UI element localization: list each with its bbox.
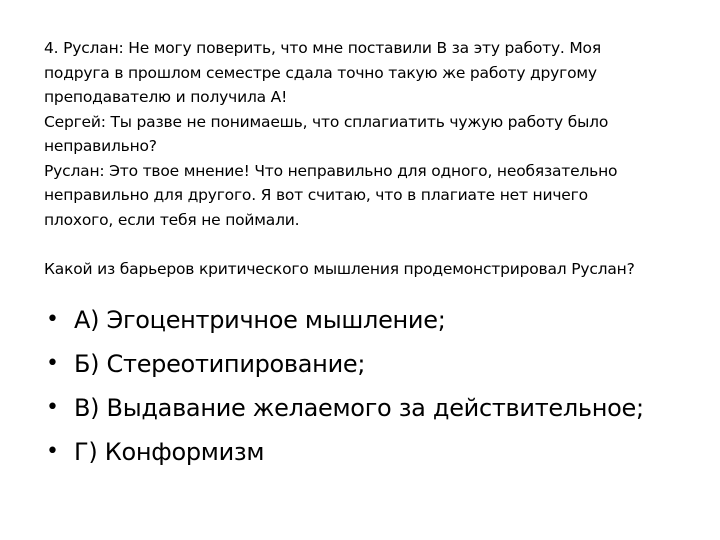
question-line: 4. Руслан: Не могу поверить, что мне поставили В за эту работу. Моя bbox=[44, 39, 601, 57]
answer-option-d bbox=[46, 430, 706, 474]
answer-list bbox=[46, 298, 706, 474]
bullet-icon: • bbox=[46, 351, 59, 376]
answer-text: А) Эгоцентричное мышление; bbox=[74, 306, 446, 334]
answer-text: Б) Стереотипирование; bbox=[74, 350, 366, 378]
bullet-icon: • bbox=[46, 439, 59, 464]
question-prompt: Какой из барьеров критического мышления продемонстрировал Руслан? bbox=[44, 259, 635, 278]
answer-option-a bbox=[46, 298, 706, 342]
bullet-icon: • bbox=[46, 395, 59, 420]
question-line: преподавателю и получила А! bbox=[44, 88, 288, 106]
question-line: неправильно? bbox=[44, 137, 157, 155]
answer-option-c bbox=[46, 386, 706, 430]
bullet-icon: • bbox=[46, 307, 59, 332]
answer-text: В) Выдавание желаемого за действительное; bbox=[74, 394, 644, 422]
answer-text: Г) Конформизм bbox=[74, 438, 265, 466]
question-line: Руслан: Это твое мнение! Что неправильно для одного, необязательно bbox=[44, 161, 618, 180]
question-text bbox=[44, 36, 684, 281]
question-line: плохого, если тебя не поймали. bbox=[44, 210, 300, 229]
question-line: Сергей: Ты разве не понимаешь, что сплагиатить чужую работу было bbox=[44, 112, 609, 131]
blank-line bbox=[44, 232, 684, 257]
question-line: подруга в прошлом семестре сдала точно такую же работу другому bbox=[44, 63, 597, 82]
question-line: неправильно для другого. Я вот считаю, что в плагиате нет ничего bbox=[44, 186, 588, 204]
answer-option-b bbox=[46, 342, 706, 386]
